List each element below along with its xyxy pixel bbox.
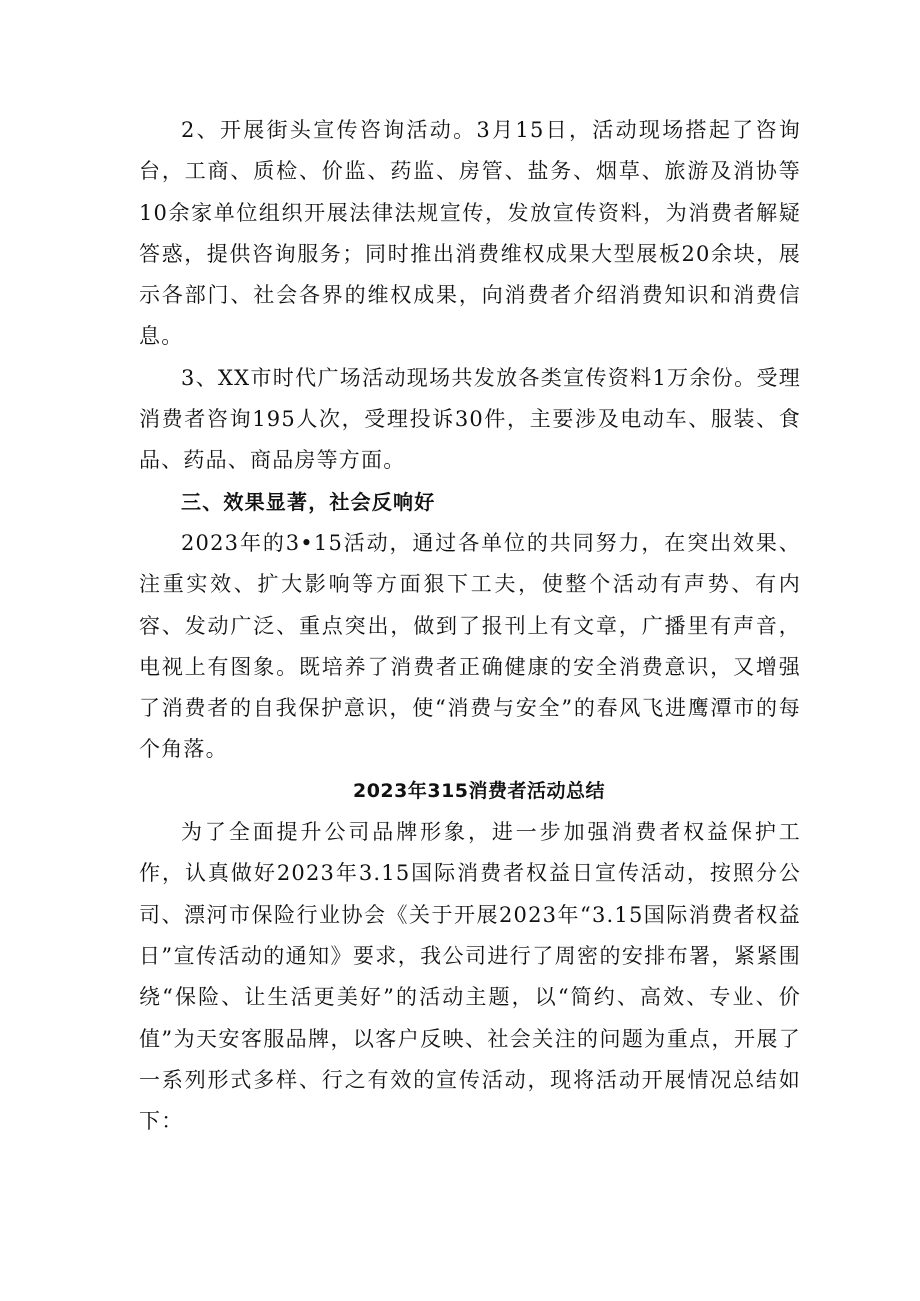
paragraph-street-consultation: 2、开展街头宣传咨询活动。3月15日，活动现场搭起了咨询台，工商、质检、价监、药监、房管、盐务、烟草、旅游及消协等10余家单位组织开展法律法规宣传，发放宣传资料，为消费者解疑答惑，提供咨询服务；同时推出消费维权成果大型展板20余块，展示各部门、社会各界的维权成果，向消费者介绍消费知识和消费信息。 bbox=[139, 118, 801, 349]
section-heading: 三、效果显著，社会反响好 bbox=[181, 489, 436, 514]
paragraph-plaza-activity: 3、XX市时代广场活动现场共发放各类宣传资料1万余份。受理消费者咨询195人次，受理投诉30件，主要涉及电动车、服装、食品、药品、商品房等方面。 bbox=[139, 365, 801, 473]
document-body bbox=[139, 110, 801, 1142]
paragraph-article-intro: 为了全面提升公司品牌形象，进一步加强消费者权益保护工作，认真做好2023年3.15国际消费者权益日宣传活动，按照分公司、漂河市保险行业协会《关于开展2023年“3.15国际消费者权益日”宣传活动的通知》要求，我公司进行了周密的安排布署，紧紧围绕“保险、让生活更美好”的活动主题，以“简约、高效、专业、价值”为天安客服品牌，以客户反映、社会关注的问题为重点，开展了一系列形式多样、行之有效的宣传活动，现将活动开展情况总结如下： bbox=[139, 820, 801, 1134]
article-title: 2023年315消费者活动总结 bbox=[352, 779, 606, 802]
paragraph-effects: 2023年的3•15活动，通过各单位的共同努力，在突出效果、注重实效、扩大影响等方面狠下工夫，使整个活动有声势、有内容、发动广泛、重点突出，做到了报刊上有文章，广播里有声音，电视上有图象。既培养了消费者正确健康的安全消费意识，又增强了消费者的自我保护意识，使“消费与安全”的春风飞进鹰潭市的每个角落。 bbox=[139, 530, 801, 762]
